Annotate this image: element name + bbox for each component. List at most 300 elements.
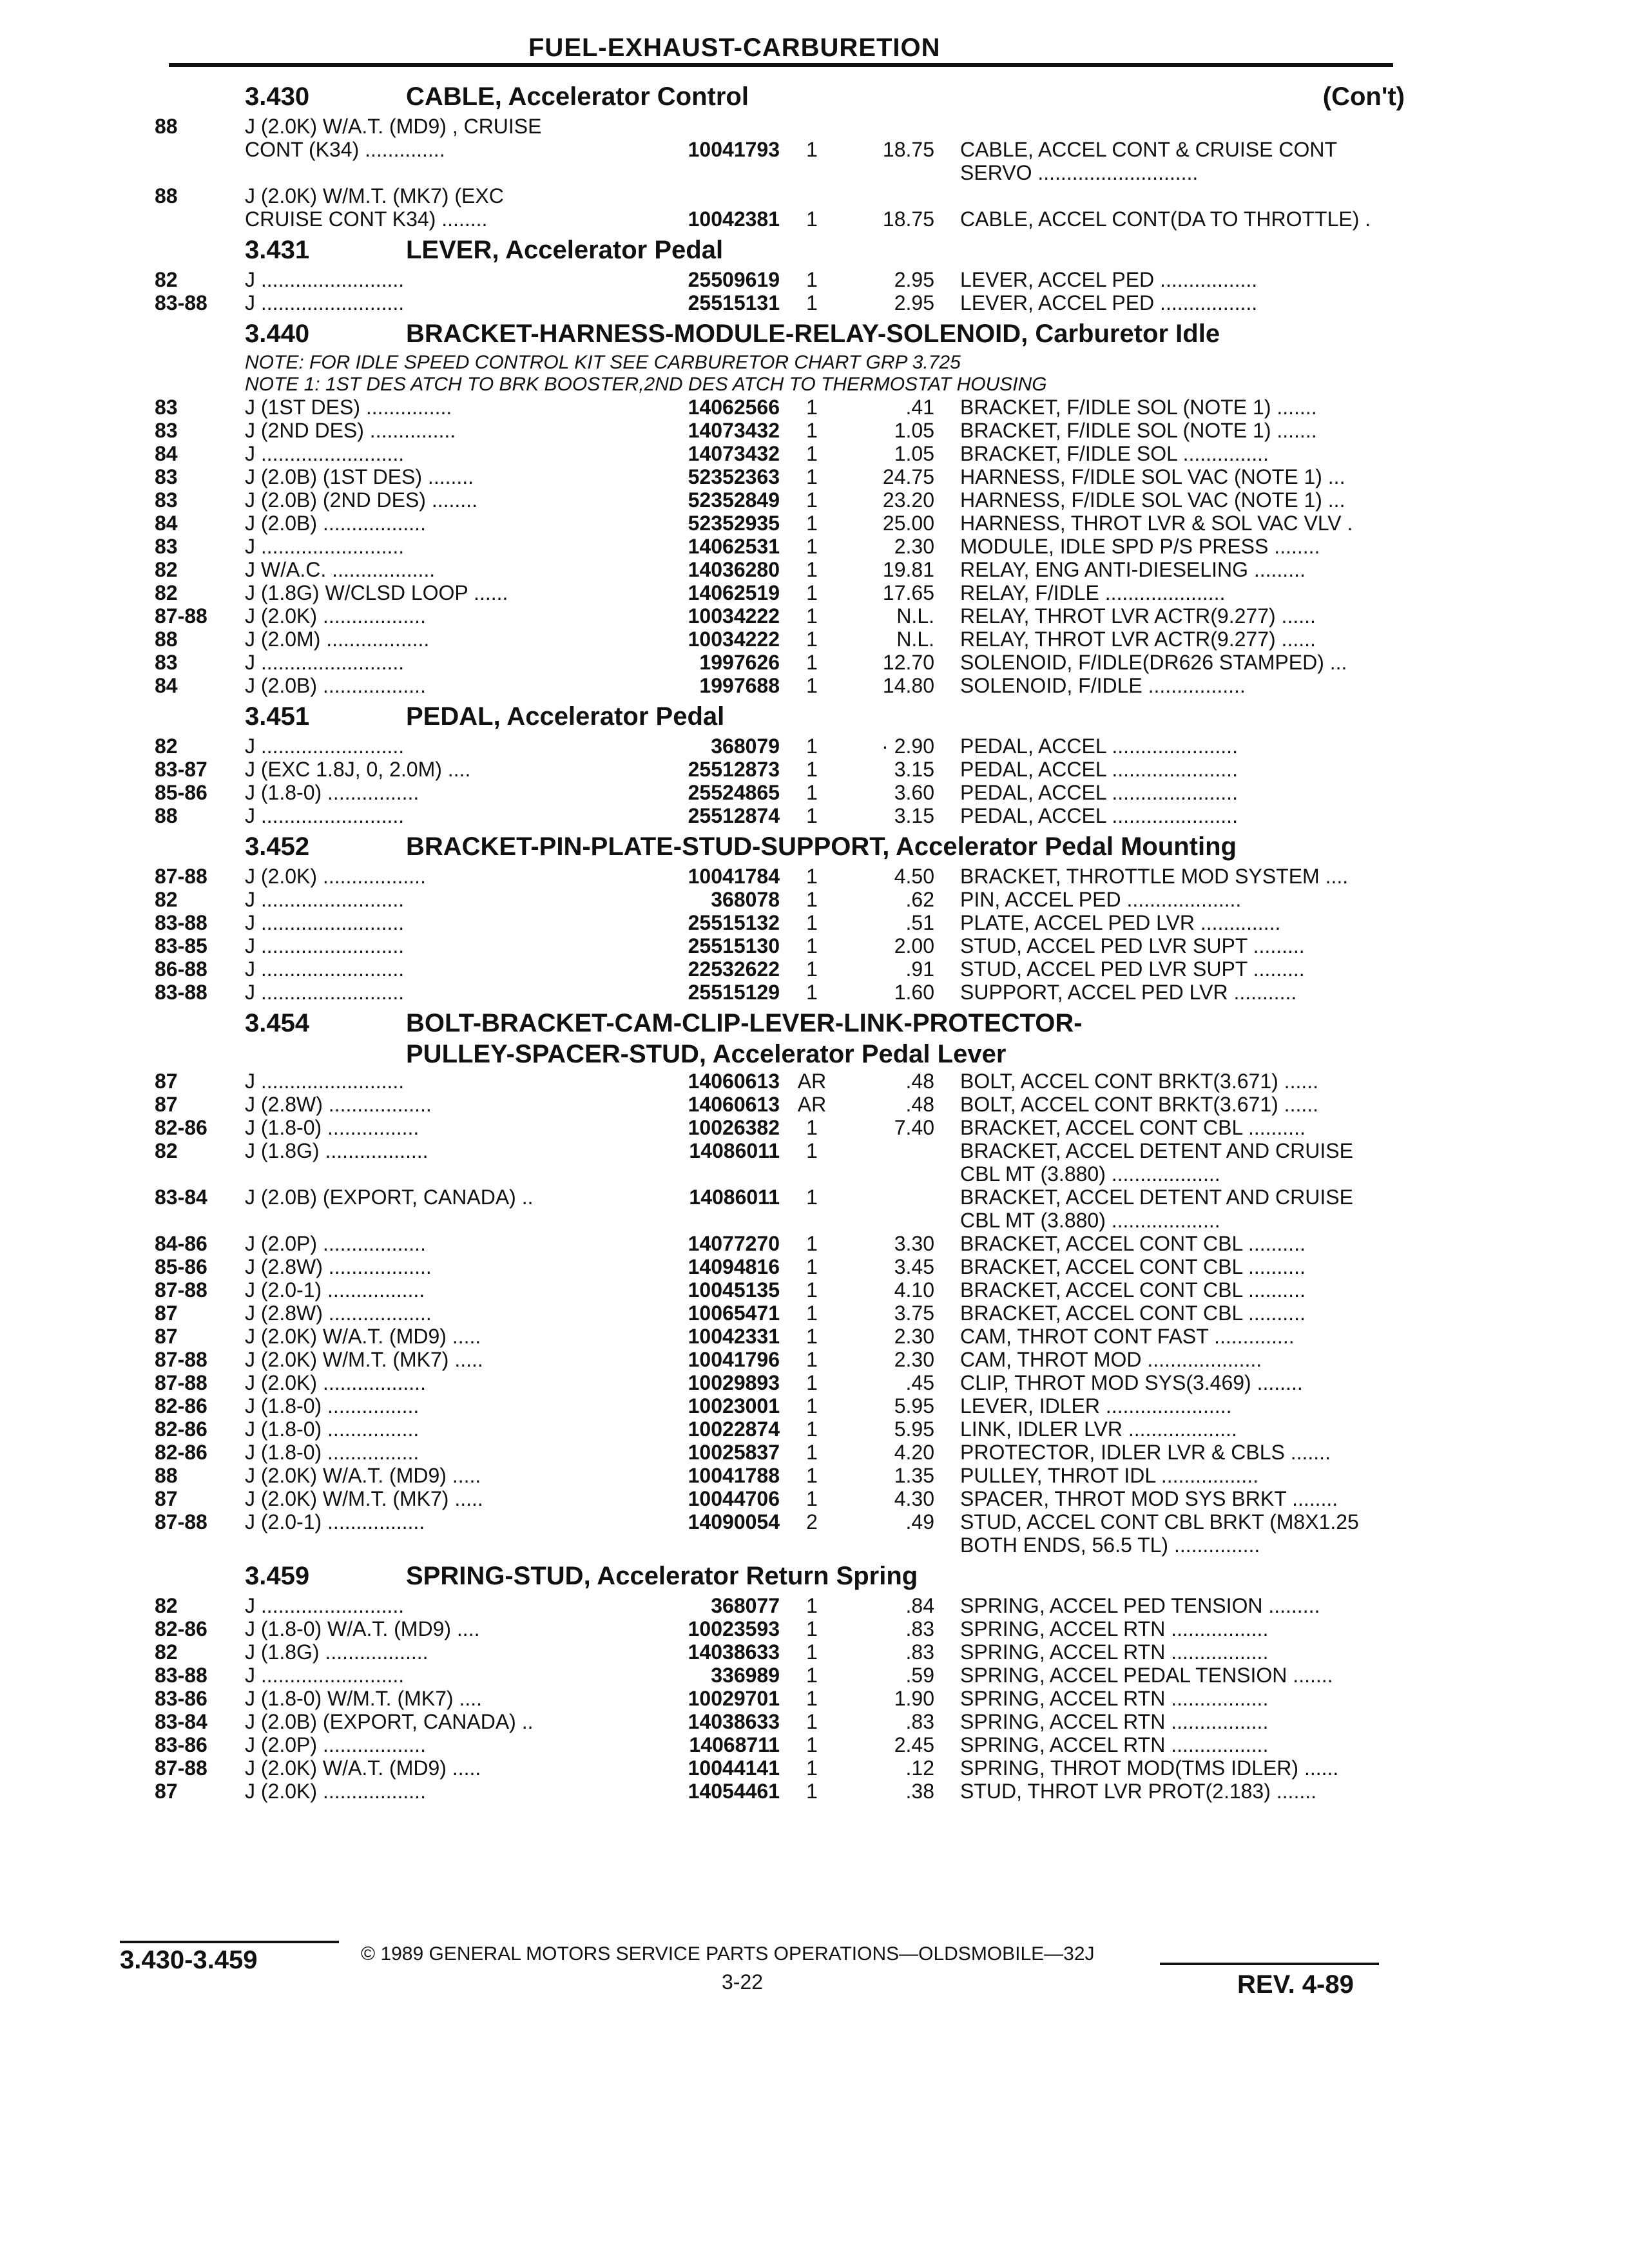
part-name: PEDAL, ACCEL ...................... xyxy=(960,758,1238,781)
section-title: SPRING-STUD, Accelerator Return Spring xyxy=(406,1562,918,1590)
application-desc: J (2.0P) .................. xyxy=(245,1232,426,1255)
parts-row xyxy=(155,1418,1405,1441)
part-name: LEVER, IDLER ...................... xyxy=(960,1394,1232,1418)
model-year: 88 xyxy=(155,804,178,827)
application-desc: J ......................... xyxy=(245,957,405,981)
part-number: 14073432 xyxy=(688,419,780,442)
parts-row xyxy=(155,1325,1405,1348)
parts-row xyxy=(155,758,1405,781)
model-year: 87-88 xyxy=(155,1348,207,1371)
parts-row xyxy=(155,1487,1405,1510)
price: .49 xyxy=(905,1510,934,1533)
parts-row xyxy=(155,911,1405,934)
part-name: CBL MT (3.880) ................... xyxy=(960,1162,1220,1186)
part-number: 25512873 xyxy=(688,758,780,781)
application-desc: J (2.8W) .................. xyxy=(245,1255,432,1278)
parts-row xyxy=(155,138,1405,161)
price: 1.05 xyxy=(894,442,934,465)
quantity: 1 xyxy=(806,1617,818,1640)
price: 2.45 xyxy=(894,1733,934,1756)
part-number: 10029701 xyxy=(688,1687,780,1710)
section-heading xyxy=(155,1005,1405,1041)
model-year: 82 xyxy=(155,1139,178,1162)
part-name: SUPPORT, ACCEL PED LVR ........... xyxy=(960,981,1297,1004)
parts-row xyxy=(155,291,1405,314)
catalog-section xyxy=(155,698,1405,827)
parts-row xyxy=(155,442,1405,465)
part-number: 10041796 xyxy=(688,1348,780,1371)
price: .45 xyxy=(905,1371,934,1394)
quantity: 1 xyxy=(806,1232,818,1255)
part-name: STUD, ACCEL PED LVR SUPT ......... xyxy=(960,957,1305,981)
quantity: 1 xyxy=(806,1664,818,1687)
price: 14.80 xyxy=(882,674,934,697)
application-desc: J (2ND DES) ............... xyxy=(245,419,456,442)
part-name: STUD, THROT LVR PROT(2.183) ....... xyxy=(960,1780,1316,1803)
part-number: 14073432 xyxy=(688,442,780,465)
parts-row xyxy=(155,674,1405,697)
quantity: 1 xyxy=(806,888,818,911)
application-desc: J (2.0-1) ................. xyxy=(245,1278,425,1302)
model-year: 86-88 xyxy=(155,957,207,981)
model-year: 83 xyxy=(155,465,178,488)
part-name: SPRING, ACCEL PED TENSION ......... xyxy=(960,1594,1320,1617)
part-name: SPRING, ACCEL RTN ................. xyxy=(960,1733,1269,1756)
part-number: 14062566 xyxy=(688,396,780,419)
parts-row xyxy=(155,957,1405,981)
part-number: 10042331 xyxy=(688,1325,780,1348)
part-number: 368079 xyxy=(711,735,780,758)
parts-row xyxy=(155,1093,1405,1116)
part-number: 10044141 xyxy=(688,1756,780,1780)
quantity: 1 xyxy=(806,1710,818,1733)
parts-row xyxy=(155,604,1405,628)
application-desc: J (2.0B) (1ST DES) ........ xyxy=(245,465,474,488)
model-year: 82-86 xyxy=(155,1418,207,1441)
quantity: 1 xyxy=(806,268,818,291)
part-number: 10045135 xyxy=(688,1278,780,1302)
quantity: 1 xyxy=(806,419,818,442)
section-title-line2: PULLEY-SPACER-STUD, Accelerator Pedal Lever xyxy=(406,1040,1007,1068)
application-desc: J (2.8W) .................. xyxy=(245,1093,432,1116)
part-number: 22532622 xyxy=(688,957,780,981)
parts-row xyxy=(155,1162,1405,1186)
section-heading xyxy=(155,316,1405,352)
parts-row xyxy=(155,535,1405,558)
price: 1.05 xyxy=(894,419,934,442)
part-name: CLIP, THROT MOD SYS(3.469) ........ xyxy=(960,1371,1303,1394)
quantity: 1 xyxy=(806,1186,818,1209)
application-desc: J ......................... xyxy=(245,291,405,314)
part-name: LINK, IDLER LVR ................... xyxy=(960,1418,1237,1441)
price: 2.30 xyxy=(894,1348,934,1371)
quantity: 1 xyxy=(806,396,818,419)
part-number: 25512874 xyxy=(688,804,780,827)
application-desc: J (2.0K) .................. xyxy=(245,1371,426,1394)
price: 2.30 xyxy=(894,535,934,558)
parts-row xyxy=(155,1278,1405,1302)
section-heading xyxy=(155,79,1405,115)
section-number: 3.451 xyxy=(245,702,310,731)
quantity: 1 xyxy=(806,138,818,161)
part-name: CABLE, ACCEL CONT & CRUISE CONT xyxy=(960,138,1338,161)
model-year: 87-88 xyxy=(155,1278,207,1302)
part-name: BRACKET, THROTTLE MOD SYSTEM .... xyxy=(960,865,1349,888)
catalog-section xyxy=(155,79,1405,231)
model-year: 83 xyxy=(155,488,178,512)
model-year: 82-86 xyxy=(155,1441,207,1464)
catalog-section xyxy=(155,316,1405,697)
quantity: 1 xyxy=(806,628,818,651)
price: 1.60 xyxy=(894,981,934,1004)
model-year: 83 xyxy=(155,396,178,419)
model-year: 83-88 xyxy=(155,981,207,1004)
parts-row xyxy=(155,1533,1405,1557)
model-year: 87 xyxy=(155,1093,178,1116)
model-year: 83-86 xyxy=(155,1687,207,1710)
part-number: 10041788 xyxy=(688,1464,780,1487)
parts-row xyxy=(155,419,1405,442)
application-desc: J (2.0K) W/A.T. (MD9) ..... xyxy=(245,1464,481,1487)
parts-row xyxy=(155,1617,1405,1640)
model-year: 83-85 xyxy=(155,934,207,957)
application-desc: J (2.0K) W/A.T. (MD9) ..... xyxy=(245,1756,481,1780)
part-number: 25515131 xyxy=(688,291,780,314)
part-name: BOTH ENDS, 56.5 TL) ............... xyxy=(960,1533,1260,1557)
quantity: 1 xyxy=(806,512,818,535)
application-desc: J (1ST DES) ............... xyxy=(245,396,452,419)
quantity: 1 xyxy=(806,1348,818,1371)
quantity: 1 xyxy=(806,981,818,1004)
part-number: 10022874 xyxy=(688,1418,780,1441)
part-number: 10042381 xyxy=(688,207,780,231)
section-number: 3.431 xyxy=(245,236,310,264)
part-number: 25509619 xyxy=(688,268,780,291)
quantity: 1 xyxy=(806,1255,818,1278)
parts-row xyxy=(155,735,1405,758)
catalog-section xyxy=(155,1558,1405,1803)
quantity: 1 xyxy=(806,1640,818,1664)
section-heading xyxy=(155,829,1405,865)
model-year: 83-84 xyxy=(155,1186,207,1209)
part-name: BRACKET, ACCEL CONT CBL .......... xyxy=(960,1116,1306,1139)
application-desc: J (2.8W) .................. xyxy=(245,1302,432,1325)
application-desc: J (2.0B) .................. xyxy=(245,512,426,535)
quantity: 1 xyxy=(806,781,818,804)
parts-row xyxy=(155,488,1405,512)
model-year: 82-86 xyxy=(155,1394,207,1418)
section-heading xyxy=(155,1558,1405,1594)
part-name: CAM, THROT MOD .................... xyxy=(960,1348,1262,1371)
part-number: 10044706 xyxy=(688,1487,780,1510)
part-name: RELAY, ENG ANTI-DIESELING ......... xyxy=(960,558,1306,581)
parts-row xyxy=(155,1594,1405,1617)
model-year: 87-88 xyxy=(155,1510,207,1533)
section-number: 3.459 xyxy=(245,1562,310,1590)
price: 2.30 xyxy=(894,1325,934,1348)
part-number: 52352935 xyxy=(688,512,780,535)
part-name: SPRING, ACCEL PEDAL TENSION ....... xyxy=(960,1664,1333,1687)
quantity: AR xyxy=(797,1070,827,1093)
model-year: 82 xyxy=(155,1594,178,1617)
parts-row xyxy=(155,1780,1405,1803)
price: 5.95 xyxy=(894,1418,934,1441)
part-number: 25524865 xyxy=(688,781,780,804)
price: .83 xyxy=(905,1617,934,1640)
part-name: BOLT, ACCEL CONT BRKT(3.671) ...... xyxy=(960,1093,1319,1116)
price: 3.15 xyxy=(894,804,934,827)
model-year: 83-86 xyxy=(155,1733,207,1756)
part-number: 14036280 xyxy=(688,558,780,581)
parts-row xyxy=(155,268,1405,291)
part-name: PIN, ACCEL PED .................... xyxy=(960,888,1242,911)
part-number: 10034222 xyxy=(688,604,780,628)
quantity: 1 xyxy=(806,735,818,758)
part-number: 10065471 xyxy=(688,1302,780,1325)
model-year: 82 xyxy=(155,1640,178,1664)
model-year: 82 xyxy=(155,558,178,581)
parts-row xyxy=(155,1664,1405,1687)
part-number: 52352363 xyxy=(688,465,780,488)
model-year: 83-87 xyxy=(155,758,207,781)
price: 18.75 xyxy=(882,207,934,231)
quantity: 1 xyxy=(806,581,818,604)
section-heading xyxy=(155,232,1405,268)
quantity: 1 xyxy=(806,291,818,314)
price: 5.95 xyxy=(894,1394,934,1418)
price: 3.15 xyxy=(894,758,934,781)
section-title: BRACKET-PIN-PLATE-STUD-SUPPORT, Accelerator Pedal Mounting xyxy=(406,832,1237,861)
price: .83 xyxy=(905,1640,934,1664)
part-name: MODULE, IDLE SPD P/S PRESS ........ xyxy=(960,535,1320,558)
price: .41 xyxy=(905,396,934,419)
application-desc: J (2.0B) (2ND DES) ........ xyxy=(245,488,477,512)
application-desc: J (1.8G) W/CLSD LOOP ...... xyxy=(245,581,508,604)
part-name: LEVER, ACCEL PED ................. xyxy=(960,291,1258,314)
quantity: 1 xyxy=(806,1418,818,1441)
section-note: NOTE 1: 1ST DES ATCH TO BRK BOOSTER,2ND DES ATCH TO THERMOSTAT HOUSING xyxy=(245,374,1047,395)
quantity: 1 xyxy=(806,758,818,781)
parts-row xyxy=(155,888,1405,911)
part-number: 10023593 xyxy=(688,1617,780,1640)
parts-row xyxy=(155,1510,1405,1533)
application-desc: J (1.8-0) ................ xyxy=(245,1418,419,1441)
quantity: 1 xyxy=(806,1394,818,1418)
part-name: LEVER, ACCEL PED ................. xyxy=(960,268,1258,291)
part-number: 1997688 xyxy=(699,674,780,697)
application-desc: J (2.0K) .................. xyxy=(245,865,426,888)
part-name: SPRING, THROT MOD(TMS IDLER) ...... xyxy=(960,1756,1339,1780)
price: 4.20 xyxy=(894,1441,934,1464)
part-number: 336989 xyxy=(711,1664,780,1687)
parts-row xyxy=(155,781,1405,804)
model-year: 87 xyxy=(155,1487,178,1510)
part-name: CAM, THROT CONT FAST .............. xyxy=(960,1325,1295,1348)
quantity: 1 xyxy=(806,604,818,628)
quantity: 1 xyxy=(806,1441,818,1464)
application-desc: J ......................... xyxy=(245,804,405,827)
quantity: 1 xyxy=(806,1780,818,1803)
part-name: BRACKET, ACCEL CONT CBL .......... xyxy=(960,1232,1306,1255)
model-year: 88 xyxy=(155,184,178,207)
application-desc: J (2.0P) .................. xyxy=(245,1733,426,1756)
section-title: CABLE, Accelerator Control xyxy=(406,82,749,111)
section-continued: (Con't) xyxy=(1322,82,1405,111)
part-name: SPACER, THROT MOD SYS BRKT ........ xyxy=(960,1487,1338,1510)
part-name: SOLENOID, F/IDLE ................. xyxy=(960,674,1246,697)
quantity: 1 xyxy=(806,1594,818,1617)
price: 3.60 xyxy=(894,781,934,804)
header-rule xyxy=(169,63,1393,67)
price: 3.45 xyxy=(894,1255,934,1278)
part-name: BRACKET, ACCEL DETENT AND CRUISE xyxy=(960,1139,1353,1162)
quantity: 1 xyxy=(806,651,818,674)
section-number: 3.452 xyxy=(245,832,310,861)
model-year: 84 xyxy=(155,442,178,465)
application-desc: J (1.8G) .................. xyxy=(245,1640,429,1664)
model-year: 82-86 xyxy=(155,1116,207,1139)
price: N.L. xyxy=(896,628,934,651)
part-name: BRACKET, F/IDLE SOL (NOTE 1) ....... xyxy=(960,396,1317,419)
price: · 2.90 xyxy=(882,735,934,758)
part-name: BRACKET, F/IDLE SOL ............... xyxy=(960,442,1269,465)
application-desc: J ......................... xyxy=(245,934,405,957)
part-name: BRACKET, F/IDLE SOL (NOTE 1) ....... xyxy=(960,419,1317,442)
parts-row xyxy=(155,651,1405,674)
part-name: SPRING, ACCEL RTN ................. xyxy=(960,1687,1269,1710)
price: .38 xyxy=(905,1780,934,1803)
application-desc: J ......................... xyxy=(245,1594,405,1617)
parts-row xyxy=(155,1139,1405,1162)
application-desc: J (1.8G) .................. xyxy=(245,1139,429,1162)
application-desc: J ......................... xyxy=(245,1070,405,1093)
model-year: 83-88 xyxy=(155,291,207,314)
section-number: 3.430 xyxy=(245,82,310,111)
application-desc: J ......................... xyxy=(245,535,405,558)
parts-row xyxy=(155,115,1405,138)
application-desc: J (2.0-1) ................. xyxy=(245,1510,425,1533)
quantity: 1 xyxy=(806,1687,818,1710)
application-desc: J (2.0K) W/M.T. (MK7) (EXC xyxy=(245,184,504,207)
parts-row xyxy=(155,581,1405,604)
price: 1.35 xyxy=(894,1464,934,1487)
quantity: 1 xyxy=(806,911,818,934)
quantity: 1 xyxy=(806,1278,818,1302)
model-year: 85-86 xyxy=(155,781,207,804)
price: 24.75 xyxy=(882,465,934,488)
price: .84 xyxy=(905,1594,934,1617)
application-desc: J ......................... xyxy=(245,735,405,758)
part-number: 368078 xyxy=(711,888,780,911)
part-number: 14086011 xyxy=(689,1139,780,1162)
quantity: 1 xyxy=(806,1487,818,1510)
parts-row xyxy=(155,207,1405,231)
part-name: STUD, ACCEL PED LVR SUPT ......... xyxy=(960,934,1305,957)
part-name: PLATE, ACCEL PED LVR .............. xyxy=(960,911,1281,934)
part-name: BRACKET, ACCEL DETENT AND CRUISE xyxy=(960,1186,1353,1209)
footer-revision: REV. 4-89 xyxy=(1237,1970,1354,1999)
application-desc: J (2.0M) .................. xyxy=(245,628,430,651)
parts-row xyxy=(155,981,1405,1004)
model-year: 83 xyxy=(155,419,178,442)
section-number: 3.440 xyxy=(245,320,310,348)
model-year: 87-88 xyxy=(155,604,207,628)
application-desc: J ......................... xyxy=(245,911,405,934)
model-year: 84 xyxy=(155,674,178,697)
part-number: 10025837 xyxy=(688,1441,780,1464)
quantity: 1 xyxy=(806,535,818,558)
application-desc: J ......................... xyxy=(245,651,405,674)
part-name: PROTECTOR, IDLER LVR & CBLS ....... xyxy=(960,1441,1331,1464)
application-desc: J (2.0K) W/A.T. (MD9) ..... xyxy=(245,1325,481,1348)
model-year: 88 xyxy=(155,628,178,651)
part-name: PEDAL, ACCEL ...................... xyxy=(960,804,1238,827)
part-number: 14062531 xyxy=(688,535,780,558)
parts-row xyxy=(155,1441,1405,1464)
quantity: 1 xyxy=(806,1325,818,1348)
application-desc: J (2.0K) .................. xyxy=(245,1780,426,1803)
part-name: HARNESS, THROT LVR & SOL VAC VLV . xyxy=(960,512,1353,535)
part-number: 14077270 xyxy=(688,1232,780,1255)
section-title: BOLT-BRACKET-CAM-CLIP-LEVER-LINK-PROTECTOR- xyxy=(406,1009,1083,1037)
model-year: 88 xyxy=(155,115,178,138)
parts-row xyxy=(155,934,1405,957)
quantity: 1 xyxy=(806,1302,818,1325)
parts-row xyxy=(155,558,1405,581)
catalog-section xyxy=(155,1005,1405,1557)
footer-rule-left xyxy=(120,1941,339,1943)
part-name: SPRING, ACCEL RTN ................. xyxy=(960,1640,1269,1664)
part-name: SPRING, ACCEL RTN ................. xyxy=(960,1617,1269,1640)
footer-rule-right xyxy=(1160,1963,1379,1965)
model-year: 87 xyxy=(155,1325,178,1348)
price: 2.95 xyxy=(894,291,934,314)
section-note: NOTE: FOR IDLE SPEED CONTROL KIT SEE CARBURETOR CHART GRP 3.725 xyxy=(245,352,961,373)
part-number: 1997626 xyxy=(699,651,780,674)
parts-row xyxy=(155,1394,1405,1418)
model-year: 87-88 xyxy=(155,865,207,888)
price: 7.40 xyxy=(894,1116,934,1139)
part-name: SERVO ............................ xyxy=(960,161,1199,184)
price: 3.30 xyxy=(894,1232,934,1255)
quantity: 1 xyxy=(806,1116,818,1139)
model-year: 83 xyxy=(155,651,178,674)
application-desc: CRUISE CONT K34) ........ xyxy=(245,207,488,231)
application-desc: J (1.8-0) ................ xyxy=(245,781,419,804)
parts-row xyxy=(155,1209,1405,1232)
parts-row xyxy=(155,161,1405,184)
price: 19.81 xyxy=(882,558,934,581)
application-desc: J (1.8-0) W/A.T. (MD9) .... xyxy=(245,1617,480,1640)
part-name: BRACKET, ACCEL CONT CBL .......... xyxy=(960,1255,1306,1278)
parts-row xyxy=(155,1687,1405,1710)
price: .62 xyxy=(905,888,934,911)
section-number: 3.454 xyxy=(245,1009,310,1037)
parts-row xyxy=(155,184,1405,207)
quantity: 1 xyxy=(806,558,818,581)
parts-row xyxy=(155,465,1405,488)
application-desc: J (1.8-0) W/M.T. (MK7) .... xyxy=(245,1687,483,1710)
parts-row xyxy=(155,1255,1405,1278)
part-number: 14060613 xyxy=(688,1093,780,1116)
part-number: 14062519 xyxy=(688,581,780,604)
application-desc: J ......................... xyxy=(245,442,405,465)
part-name: PEDAL, ACCEL ...................... xyxy=(960,781,1238,804)
quantity: 1 xyxy=(806,488,818,512)
price: 1.90 xyxy=(894,1687,934,1710)
parts-list xyxy=(155,77,1405,1803)
application-desc: J ......................... xyxy=(245,1664,405,1687)
